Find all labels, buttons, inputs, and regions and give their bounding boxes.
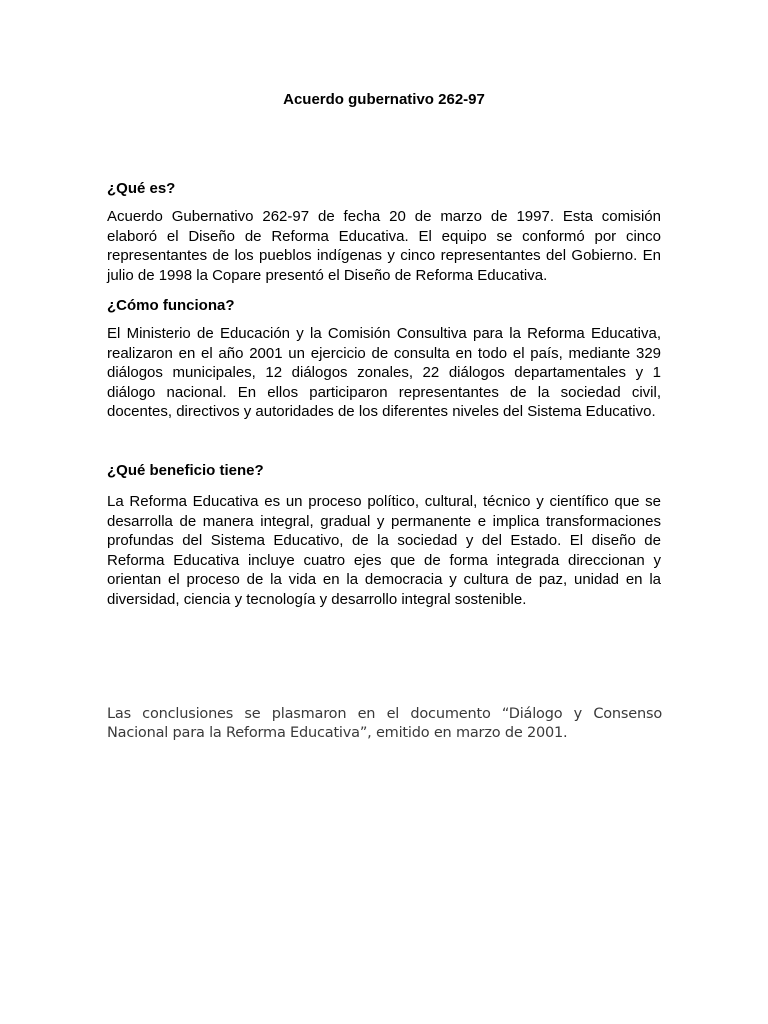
section-heading-que-es: ¿Qué es? <box>107 180 176 197</box>
section-heading-como-funciona: ¿Cómo funciona? <box>107 297 235 314</box>
conclusion-paragraph: Las conclusiones se plasmaron en el documento “Diálogo y Consenso Nacional para la Reforma Educativa”, emitido en marzo de 2001. <box>107 706 662 741</box>
section-heading-que-beneficio-tiene: ¿Qué beneficio tiene? <box>107 462 264 479</box>
document-title: Acuerdo gubernativo 262-97 <box>283 91 485 108</box>
section-body-como-funciona: El Ministerio de Educación y la Comisión Consultiva para la Reforma Educativa, realizaron en el año 2001 un ejercicio de consulta en todo el país, mediante 329 diálogos municipales, 12 diálogos zonales, 22 diálogos departamentales y 1 diálogo nacional. En ellos participaron representantes de la sociedad civil, docentes, directivos y autoridades de los diferentes niveles del Sistema Educativo. <box>107 325 661 420</box>
section-body-que-beneficio-tiene: La Reforma Educativa es un proceso político, cultural, técnico y científico que se desarrolla de manera integral, gradual y permanente e implica transformaciones profundas del Sistema Educativo, de la sociedad y del Estado. El diseño de Reforma Educativa incluye cuatro ejes que de forma integrada direccionan y orientan el proceso de la vida en la democracia y cultura de paz, unidad en la diversidad, ciencia y tecnología y desarrollo integral sostenible. <box>107 493 661 608</box>
section-body-que-es: Acuerdo Gubernativo 262-97 de fecha 20 de marzo de 1997. Esta comisión elaboró el Diseño de Reforma Educativa. El equipo se conformó por cinco representantes de los pueblos indígenas y cinco representantes del Gobierno. En julio de 1998 la Copare presentó el Diseño de Reforma Educativa. <box>107 208 661 284</box>
